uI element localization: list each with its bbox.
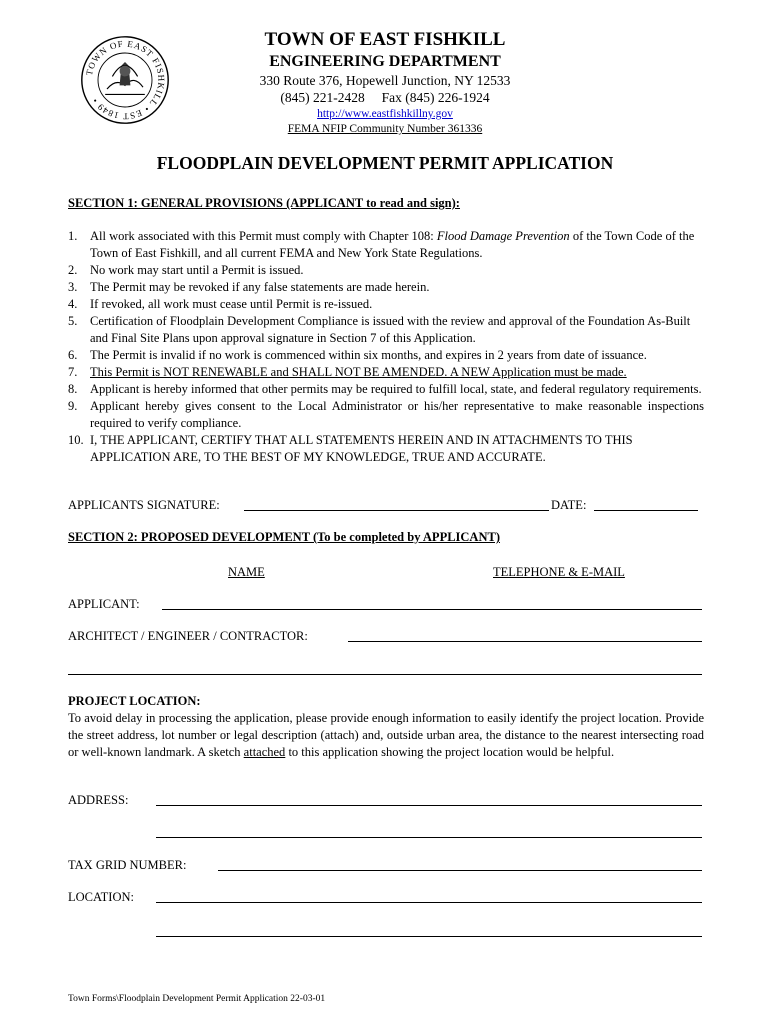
department-address: 330 Route 376, Hopewell Junction, NY 12533 bbox=[259, 73, 511, 88]
date-field[interactable] bbox=[594, 510, 698, 511]
address-label: ADDRESS: bbox=[68, 793, 129, 807]
tax-grid-field[interactable] bbox=[218, 870, 702, 871]
provision-item: 4. If revoked, all work must cease until Permit is re-issued. bbox=[68, 297, 373, 311]
project-location-instructions: To avoid delay in processing the application, please provide enough information to easily identify the project location. Provide the street address, lot number or legal description (attach) and, outside urban area, the distance to the nearest intersecting road or well-known landmark. A sketch attached to this application showing the project location would be helpful. bbox=[68, 711, 704, 759]
provision-item: 1. All work associated with this Permit must comply with Chapter 108: Flood Damage Prevention of the Town Code of the Town of East Fishkill, and all current FEMA and New York State Regulations. bbox=[68, 229, 695, 260]
website-link[interactable]: http://www.eastfishkillny.gov bbox=[317, 108, 453, 120]
footer-file-path: Town Forms\Floodplain Development Permit Application 22-03-01 bbox=[68, 994, 326, 1004]
address-field[interactable] bbox=[156, 805, 702, 806]
fema-community-number: FEMA NFIP Community Number 361336 bbox=[287, 123, 483, 135]
provision-item: 6. The Permit is invalid if no work is commenced within six months, and expires in 2 years from date of issuance. bbox=[68, 348, 647, 362]
fax-number: Fax (845) 226-1924 bbox=[381, 90, 490, 105]
section-1-heading: SECTION 1: GENERAL PROVISIONS (APPLICANT to read and sign): bbox=[68, 196, 460, 210]
address-field-line-2[interactable] bbox=[156, 837, 702, 838]
phone-fax-line bbox=[200, 89, 570, 106]
provision-item: 7. This Permit is NOT RENEWABLE and SHALL NOT BE AMENDED. A NEW Application must be made. bbox=[68, 365, 627, 379]
provision-item: 9. Applicant hereby gives consent to the Local Administrator or his/her representative to make reasonable inspections required to verify compliance. bbox=[68, 399, 704, 430]
town-seal-logo bbox=[80, 35, 170, 125]
phone-number: (845) 221-2428 bbox=[280, 90, 365, 105]
location-label: LOCATION: bbox=[68, 890, 134, 904]
applicant-field[interactable] bbox=[162, 609, 702, 610]
provision-item: 8. Applicant is hereby informed that other permits may be required to fulfill local, state, and federal regulatory requirements. bbox=[68, 382, 702, 396]
date-label: DATE: bbox=[551, 498, 587, 512]
location-field-line-2[interactable] bbox=[156, 936, 702, 937]
svg-text:TOWN OF EAST FISHKILL • EST 18: TOWN OF EAST FISHKILL • EST 1849 • bbox=[84, 38, 167, 122]
town-name: TOWN OF EAST FISHKILL bbox=[264, 29, 506, 50]
document-title: FLOODPLAIN DEVELOPMENT PERMIT APPLICATION bbox=[156, 153, 614, 173]
signature-label: APPLICANTS SIGNATURE: bbox=[68, 498, 220, 512]
section-2-heading: SECTION 2: PROPOSED DEVELOPMENT (To be completed by APPLICANT) bbox=[68, 530, 500, 544]
department-name: ENGINEERING DEPARTMENT bbox=[269, 53, 501, 70]
provision-item: 2. No work may start until a Permit is issued. bbox=[68, 263, 304, 277]
location-field[interactable] bbox=[156, 902, 702, 903]
provision-item: 10. I, THE APPLICANT, CERTIFY THAT ALL STATEMENTS HEREIN AND IN ATTACHMENTS TO THIS APPLICATION ARE, TO THE BEST OF MY KNOWLEDGE, TRUE AND ACCURATE. bbox=[68, 433, 633, 464]
provision-item: 3. The Permit may be revoked if any false statements are made herein. bbox=[68, 280, 430, 294]
provision-item: 5. Certification of Floodplain Development Compliance is issued with the review and approval of the Foundation As-Built and Final Site Plans upon approval signature in Section 7 of this Application. bbox=[68, 314, 691, 345]
name-column-header: NAME bbox=[228, 565, 265, 579]
applicant-label: APPLICANT: bbox=[68, 597, 140, 611]
architect-field[interactable] bbox=[348, 641, 702, 642]
letterhead bbox=[200, 29, 570, 137]
architect-label: ARCHITECT / ENGINEER / CONTRACTOR: bbox=[68, 629, 308, 643]
contact-continuation-field[interactable] bbox=[68, 674, 702, 675]
project-location-heading: PROJECT LOCATION: bbox=[68, 694, 201, 708]
contact-column-header: TELEPHONE & E-MAIL bbox=[493, 565, 625, 579]
general-provisions-list bbox=[68, 228, 704, 466]
signature-field[interactable] bbox=[244, 510, 549, 511]
tax-grid-label: TAX GRID NUMBER: bbox=[68, 858, 187, 872]
